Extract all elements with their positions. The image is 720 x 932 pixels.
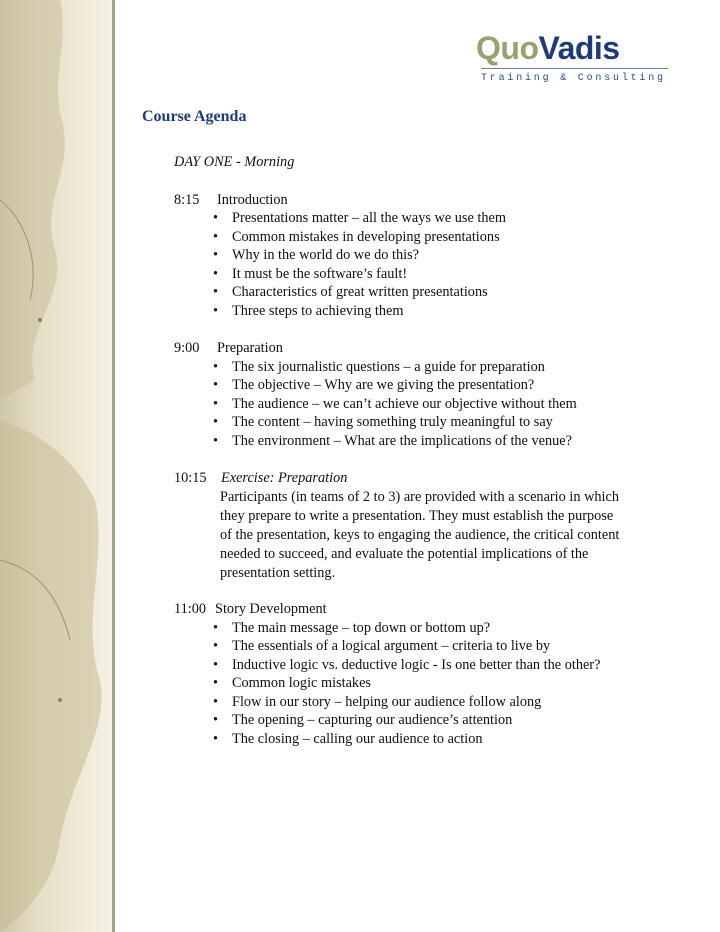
list-item: • Why in the world do we do this? [232, 246, 419, 265]
list-item: • Common mistakes in developing presentations [232, 228, 500, 247]
logo-tagline: Training & Consulting [481, 73, 666, 84]
list-item: • The opening – capturing our audience’s attention [232, 711, 512, 730]
list-item: • The content – having something truly meaningful to say [232, 413, 553, 432]
paragraph-line: of the presentation, keys to engaging the audience, the critical content [220, 527, 620, 543]
list-item: • Presentations matter – all the ways we use them [232, 209, 506, 228]
list-item: • The objective – Why are we giving the presentation? [232, 376, 534, 395]
list-item: • Flow in our story – helping our audience follow along [232, 693, 541, 712]
session-title: Story Development [215, 601, 327, 617]
list-item: • Characteristics of great written presentations [232, 283, 488, 302]
map-border-rule [112, 0, 115, 932]
session-title: Introduction [217, 192, 288, 208]
list-item: • The main message – top down or bottom up? [232, 619, 490, 638]
day-label: DAY ONE - Morning [174, 154, 295, 170]
paragraph-line: they prepare to write a presentation. They must establish the purpose [220, 508, 614, 524]
session-time: 10:15 [174, 470, 207, 486]
list-item: • The environment – What are the implications of the venue? [232, 432, 572, 451]
list-item: • The six journalistic questions – a guide for preparation [232, 358, 545, 377]
map-illustration [0, 0, 114, 932]
list-item: • The closing – calling our audience to action [232, 730, 483, 749]
list-item: • Inductive logic vs. deductive logic - Is one better than the other? [232, 656, 600, 675]
session-title: Preparation [217, 340, 283, 356]
paragraph-line: presentation setting. [220, 565, 336, 581]
logo-vadis: Vadis [538, 30, 620, 66]
list-item: • Three steps to achieving them [232, 302, 404, 321]
session-time: 9:00 [174, 340, 200, 356]
list-item: • The essentials of a logical argument – criteria to live by [232, 637, 550, 656]
logo-rule [481, 68, 668, 69]
list-item: • The audience – we can’t achieve our objective without them [232, 395, 577, 414]
list-item: • Common logic mistakes [232, 674, 371, 693]
paragraph-line: needed to succeed, and evaluate the potential implications of the [220, 546, 589, 562]
paragraph-line: Participants (in teams of 2 to 3) are provided with a scenario in which [220, 489, 620, 505]
quovadis-logo [476, 30, 672, 88]
logo-quo: Quo [476, 30, 539, 66]
antique-map-decoration [0, 0, 114, 932]
session-time: 11:00 [174, 601, 207, 617]
page-title: Course Agenda [142, 108, 247, 125]
session-title: Exercise: Preparation [221, 470, 348, 486]
list-item: • It must be the software’s fault! [232, 265, 407, 284]
session-time: 8:15 [174, 192, 200, 208]
